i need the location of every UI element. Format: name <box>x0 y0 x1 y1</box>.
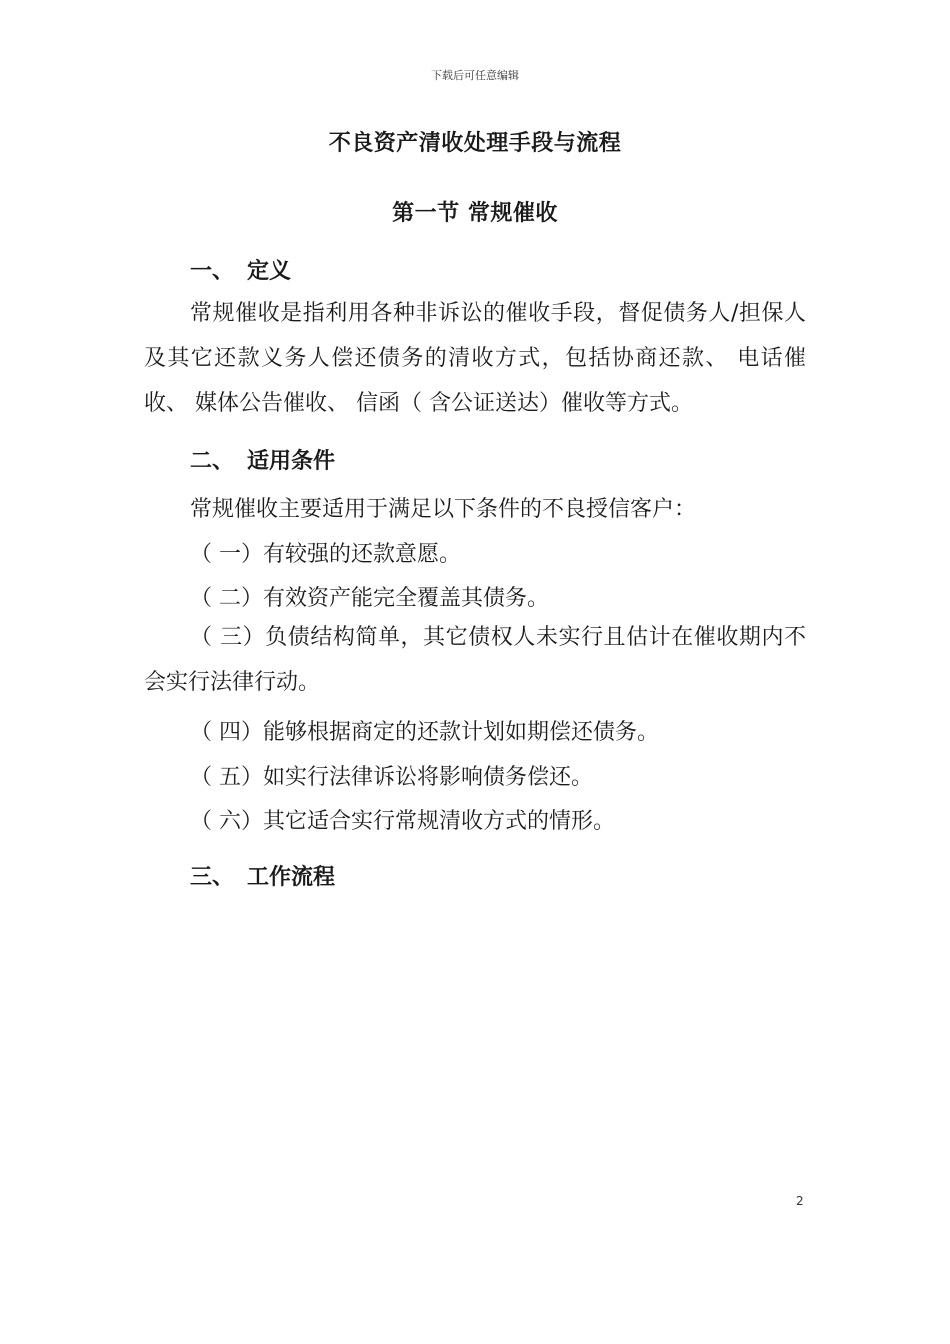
condition-item-2: （ 二）有效资产能完全覆盖其债务。 <box>190 586 549 611</box>
condition-item-1: （ 一）有较强的还款意愿。 <box>190 542 461 567</box>
heading-conditions <box>190 444 335 475</box>
heading-number: 一、 <box>190 259 235 284</box>
heading-number: 三、 <box>190 865 235 890</box>
condition-item-6: （ 六）其它适合实行常规清收方式的情形。 <box>190 809 615 834</box>
section-title: 第一节 常规催收 <box>392 201 558 226</box>
condition-item-4: （ 四）能够根据商定的还款计划如期偿还债务。 <box>190 720 659 745</box>
paragraph-definition: 常规催收是指利用各种非诉讼的催收手段，督促债务人/担保人及其它还款义务人偿还债务的清收方式，包括协商还款、 电话催收、 媒体公告催收、 信函（ 含公证送达）催收等方式。 <box>144 301 806 416</box>
heading-text: 适用条件 <box>247 449 336 474</box>
heading-number: 二、 <box>190 449 235 474</box>
heading-text: 工作流程 <box>247 865 336 890</box>
page-number: 2 <box>796 1194 804 1208</box>
condition-item-3: （ 三）负债结构简单，其它债权人未实行且估计在催收期内不会实行法律行动。 <box>144 625 806 695</box>
paragraph-conditions-intro: 常规催收主要适用于满足以下条件的不良授信客户： <box>190 497 697 522</box>
header-note: 下载后可任意编辑 <box>431 69 519 82</box>
condition-item-5: （ 五）如实行法律诉讼将影响债务偿还。 <box>190 765 593 790</box>
heading-definition <box>190 254 291 285</box>
document-title: 不良资产清收处理手段与流程 <box>328 131 622 156</box>
heading-workflow <box>190 860 335 891</box>
heading-text: 定义 <box>247 259 292 284</box>
